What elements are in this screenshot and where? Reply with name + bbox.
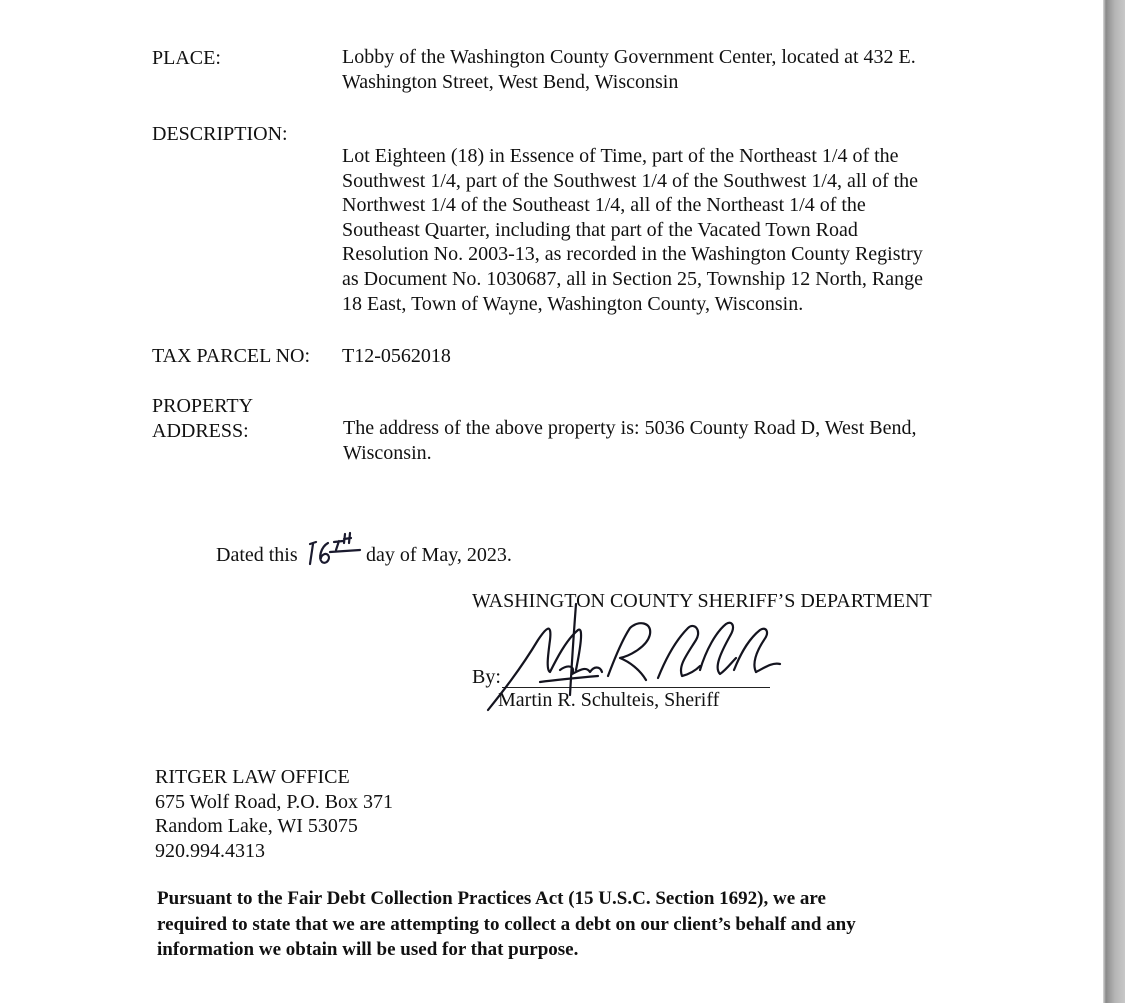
property-address-value [343,416,916,465]
address-line: The address of the above property is: 5036 County Road D, West Bend, [343,417,917,439]
dated-prefix: Dated this [216,544,298,566]
place-line: Lobby of the Washington County Government Center, located at 432 E. [342,46,916,68]
place-line: Washington Street, West Bend, Wisconsin [342,70,679,93]
by-label: By: [472,666,501,688]
description-label: DESCRIPTION: [152,123,288,145]
notice-line: required to state that we are attempting to collect a debt on our client’s behalf and any [157,913,856,935]
handwritten-day [306,530,364,570]
law-office-phone: 920.994.4313 [155,839,265,862]
description-line: Southwest 1/4, part of the Southwest 1/4 of the Southwest 1/4, all of the [342,169,919,192]
law-office-address [155,765,393,863]
department-name: WASHINGTON COUNTY SHERIFF’S DEPARTMENT [472,590,932,612]
tax-parcel-value: T12-0562018 [342,345,451,367]
description-line: Lot Eighteen (18) in Essence of Time, part of the Northeast 1/4 of the [342,145,899,167]
law-office-city: Random Lake, WI 53075 [155,815,358,838]
address-line: Wisconsin. [343,441,432,464]
signer-name: Martin R. Schulteis, Sheriff [498,689,720,711]
description-line: as Document No. 1030687, all in Section 25, Township 12 North, Range [342,267,923,290]
notice-line: Pursuant to the Fair Debt Collection Practices Act (15 U.S.C. Section 1692), we are [157,888,826,909]
description-line: 18 East, Town of Wayne, Washington County, Wisconsin. [342,292,804,315]
law-office-name: RITGER LAW OFFICE [155,766,350,788]
property-label-line1: PROPERTY [152,395,254,417]
legal-description [342,144,923,316]
place-value [342,45,916,94]
document-right-edge [1103,0,1125,1003]
dated-suffix: day of May, 2023. [366,544,512,566]
description-line: Northwest 1/4 of the Southeast 1/4, all of the Northeast 1/4 of the [342,194,866,217]
property-label-line2: ADDRESS: [152,420,249,442]
tax-parcel-label: TAX PARCEL NO: [152,345,311,367]
handwritten-signature [480,600,790,720]
place-label: PLACE: [152,47,221,69]
law-office-street: 675 Wolf Road, P.O. Box 371 [155,790,394,813]
description-line: Southeast Quarter, including that part of the Vacated Town Road [342,218,858,241]
fdcpa-notice [157,886,856,963]
notice-line: information we obtain will be used for that purpose. [157,939,579,960]
description-line: Resolution No. 2003-13, as recorded in the Washington County Registry [342,243,923,266]
